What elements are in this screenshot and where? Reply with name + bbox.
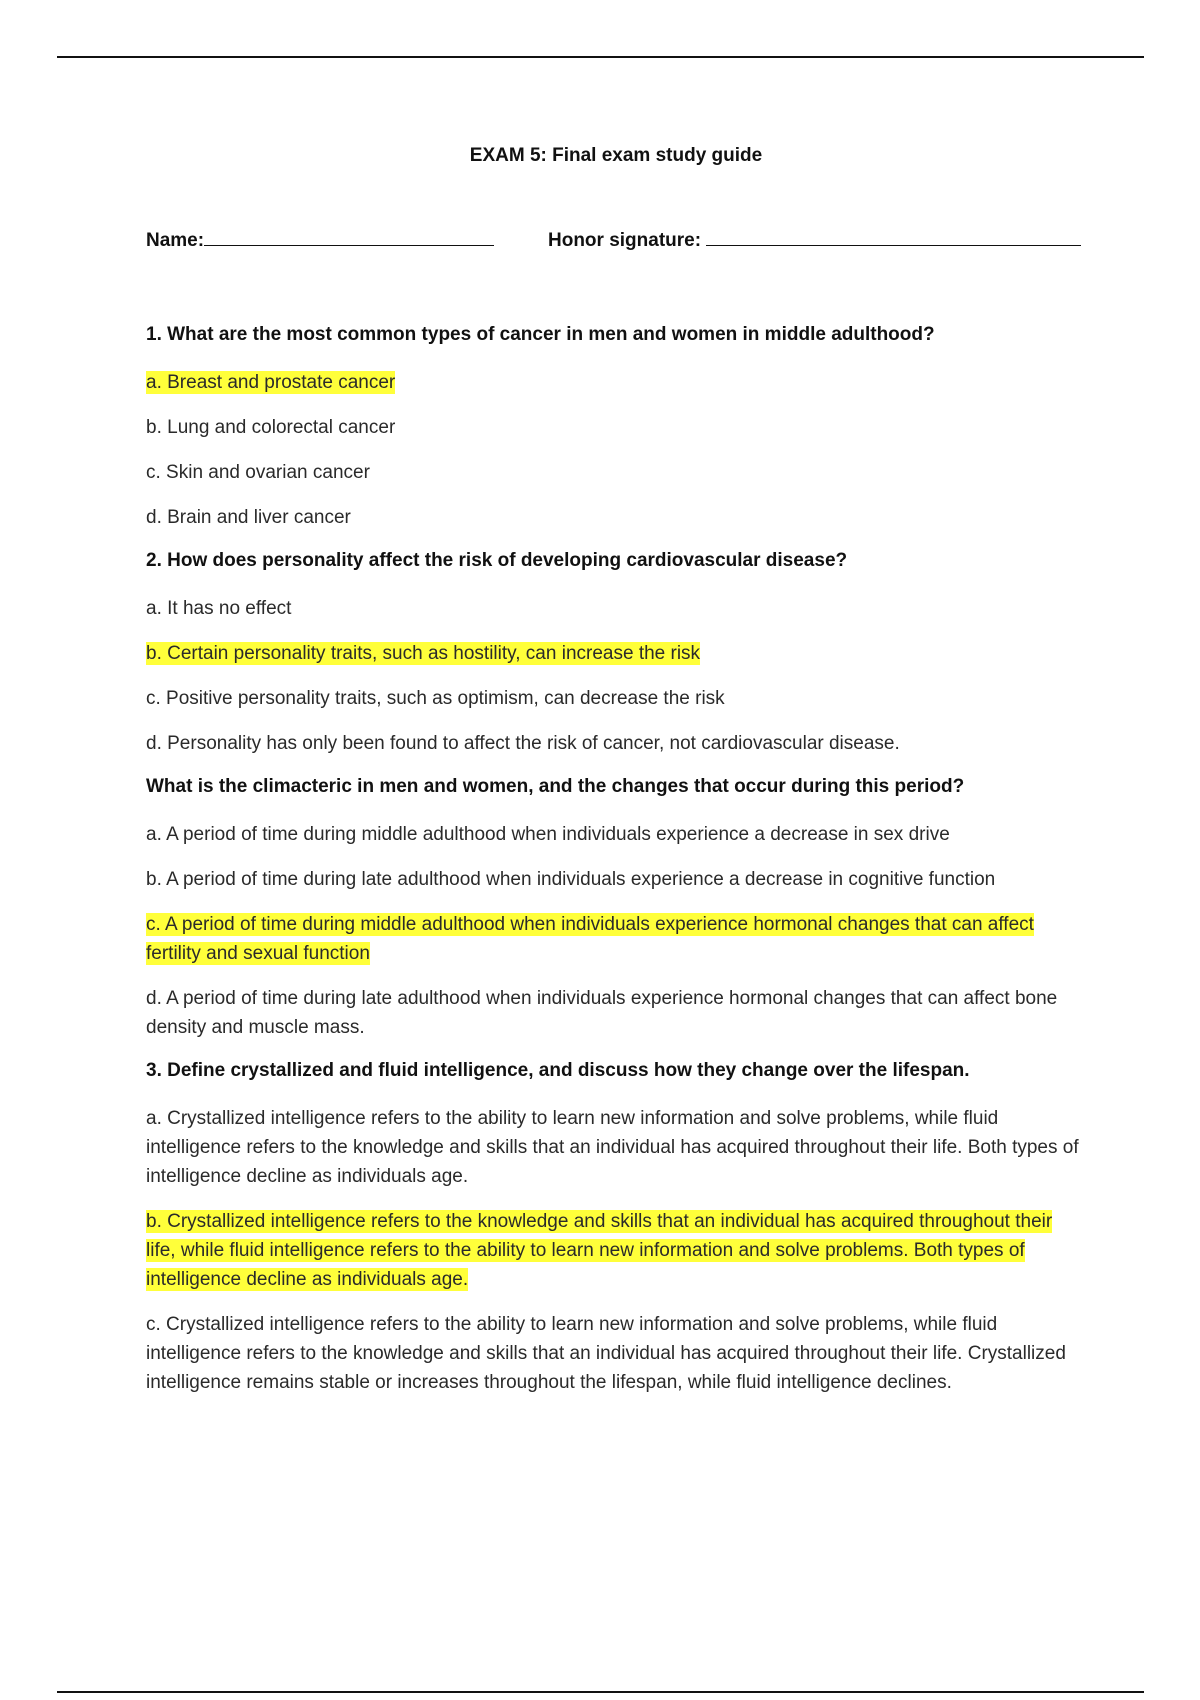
answer-option (146, 1104, 1086, 1191)
option-text: a. A period of time during middle adulthood when individuals experience a decrease in sex drive (146, 824, 950, 845)
option-text: b. Lung and colorectal cancer (146, 417, 396, 438)
answer-option (146, 684, 1086, 713)
option-text: a. It has no effect (146, 598, 292, 619)
question-prompt: 3. Define crystallized and fluid intelligence, and discuss how they change over the lifespan. (146, 1060, 970, 1081)
option-text: d. Personality has only been found to affect the risk of cancer, not cardiovascular disease. (146, 733, 900, 754)
option-text: a. Crystallized intelligence refers to the ability to learn new information and solve problems, while fluid intelligence refers to the knowledge and skills that an individual has acquired throughout their life. Both types of intelligence decline as individuals age. (146, 1108, 1079, 1187)
question-prompt: 2. How does personality affect the risk of developing cardiovascular disease? (146, 550, 848, 571)
question-block (146, 1058, 1086, 1397)
option-text-highlighted: b. Certain personality traits, such as hostility, can increase the risk (146, 643, 701, 664)
honor-label: Honor signature: (548, 230, 707, 251)
document-body (146, 145, 1086, 1413)
option-text: b. A period of time during late adulthood when individuals experience a decrease in cognitive function (146, 869, 996, 890)
answer-option (146, 1207, 1086, 1294)
answer-option (146, 458, 1086, 487)
answer-option (146, 910, 1086, 968)
option-text-highlighted: a. Breast and prostate cancer (146, 372, 396, 393)
answer-option (146, 503, 1086, 532)
top-rule (57, 56, 1144, 58)
option-text: d. A period of time during late adulthood when individuals experience hormonal changes that can affect bone density and muscle mass. (146, 988, 1058, 1038)
header-fields (146, 227, 1086, 252)
answer-option (146, 413, 1086, 442)
question-prompt: What is the climacteric in men and women, and the changes that occur during this period? (146, 776, 965, 797)
bottom-rule (57, 1691, 1144, 1693)
answer-option (146, 594, 1086, 623)
answer-option (146, 865, 1086, 894)
answer-option (146, 639, 1086, 668)
name-label: Name: (146, 230, 205, 251)
honor-blank-line[interactable] (706, 227, 1081, 246)
option-text: c. Crystallized intelligence refers to the ability to learn new information and solve problems, while fluid intelligence refers to the knowledge and skills that an individual has acquired throughout their life. Crystallized intelligence remains stable or increases throughout the lifespan, while fluid intelligence declines. (146, 1314, 1066, 1393)
answer-option (146, 1310, 1086, 1397)
answer-option (146, 729, 1086, 758)
option-text-highlighted: c. A period of time during middle adulthood when individuals experience hormonal changes that can affect fertility and sexual function (146, 914, 1034, 964)
question-block (146, 548, 1086, 758)
answer-option (146, 984, 1086, 1042)
question-block (146, 322, 1086, 532)
question-block (146, 774, 1086, 1042)
answer-option (146, 820, 1086, 849)
option-text: d. Brain and liver cancer (146, 507, 351, 528)
option-text-highlighted: b. Crystallized intelligence refers to the knowledge and skills that an individual has acquired throughout their life, while fluid intelligence refers to the ability to learn new information and solve problems. Both types of intelligence decline as individuals age. (146, 1211, 1053, 1290)
name-blank-line[interactable] (204, 227, 494, 246)
page-title: EXAM 5: Final exam study guide (469, 145, 763, 166)
answer-option (146, 368, 1086, 397)
honor-field (548, 227, 1081, 252)
option-text: c. Positive personality traits, such as optimism, can decrease the risk (146, 688, 725, 709)
option-text: c. Skin and ovarian cancer (146, 462, 370, 483)
name-field (146, 227, 548, 252)
question-prompt: 1. What are the most common types of cancer in men and women in middle adulthood? (146, 324, 935, 345)
